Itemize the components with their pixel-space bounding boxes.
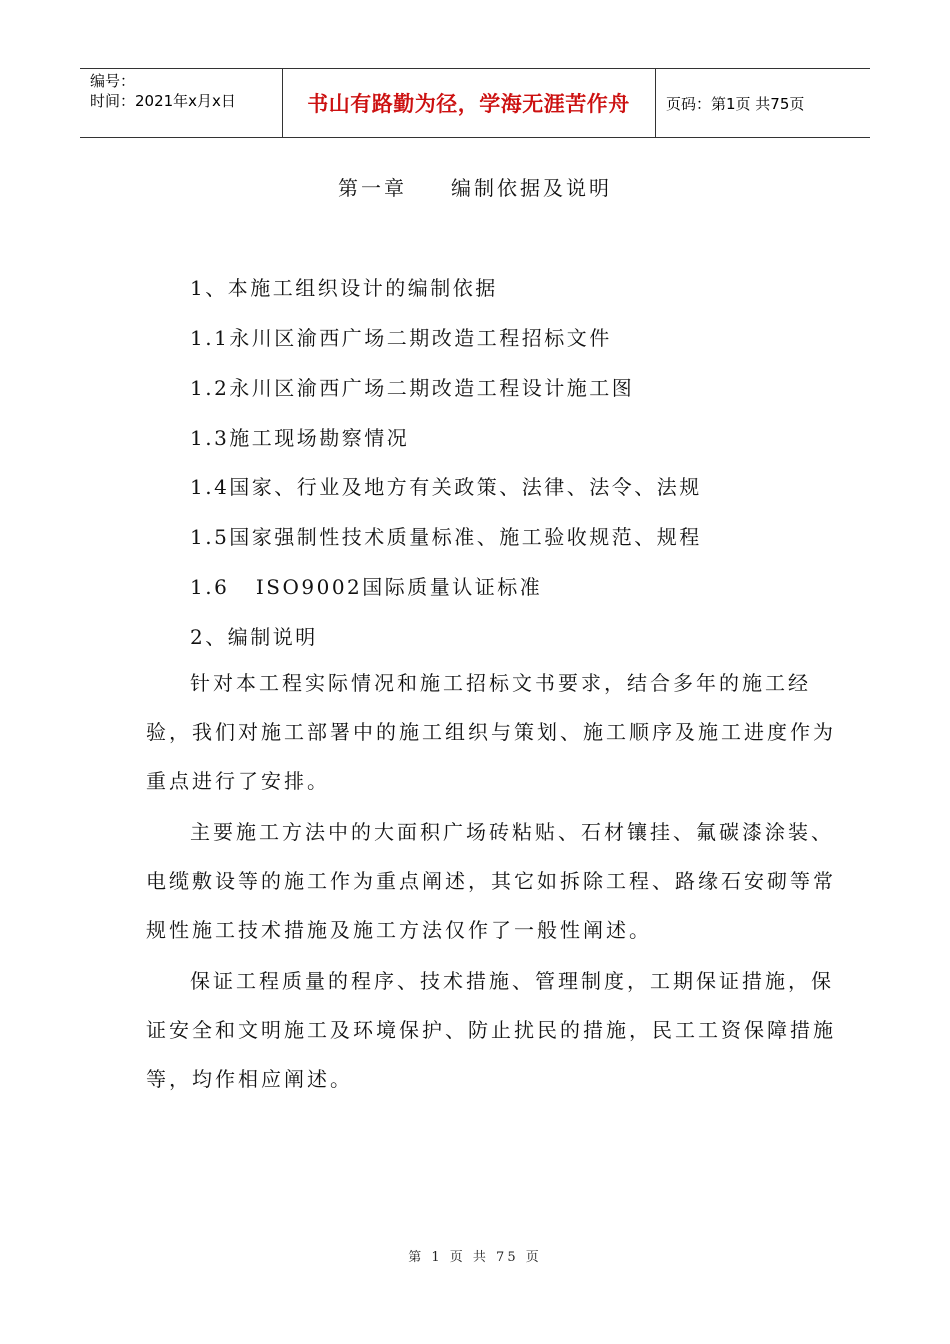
list-item: 1.5国家强制性技术质量标准、施工验收规范、规程 [190, 525, 702, 549]
body-paragraph: 保证工程质量的程序、技术措施、管理制度，工期保证措施，保证安全和文明施工及环境保护、防止扰民的措施，民工工资保障措施等，均作相应阐述。 [146, 969, 836, 1091]
section-heading: 2、编制说明 [190, 625, 318, 649]
chapter-number: 第一章 [338, 176, 407, 200]
body-paragraph: 主要施工方法中的大面积广场砖粘贴、石材镶挂、氟碳漆涂装、电缆敷设等的施工作为重点阐述，其它如拆除工程、路缘石安砌等常规性施工技术措施及施工方法仅作了一般性阐述。 [146, 820, 836, 942]
list-item: 1.6 ISO9002国际质量认证标准 [190, 575, 543, 599]
list-item: 1.2永川区渝西广场二期改造工程设计施工图 [190, 376, 635, 400]
header-motto: 书山有路勤为径，学海无涯苦作舟 [307, 92, 630, 116]
code-label: 编号： [90, 72, 136, 90]
section-heading: 1、本施工组织设计的编制依据 [190, 276, 498, 300]
list-item: 1.3施工现场勘察情况 [190, 426, 410, 450]
header-divider [655, 69, 656, 137]
header-meta [90, 71, 280, 111]
time-label: 时间：2021年x月x日 [90, 92, 236, 110]
list-item: 1.4国家、行业及地方有关政策、法律、法令、法规 [190, 475, 702, 499]
chapter-name: 编制依据及说明 [451, 176, 612, 200]
list-item: 1.1永川区渝西广场二期改造工程招标文件 [190, 326, 612, 350]
header-page-info: 页码：第1页 共75页 [666, 94, 805, 113]
body-paragraph: 针对本工程实际情况和施工招标文书要求，结合多年的施工经验，我们对施工部署中的施工组织与策划、施工顺序及施工进度作为重点进行了安排。 [146, 671, 836, 793]
document-header [80, 68, 870, 138]
chapter-title [0, 172, 950, 201]
page-footer: 第 1 页 共 75 页 [408, 1250, 542, 1265]
